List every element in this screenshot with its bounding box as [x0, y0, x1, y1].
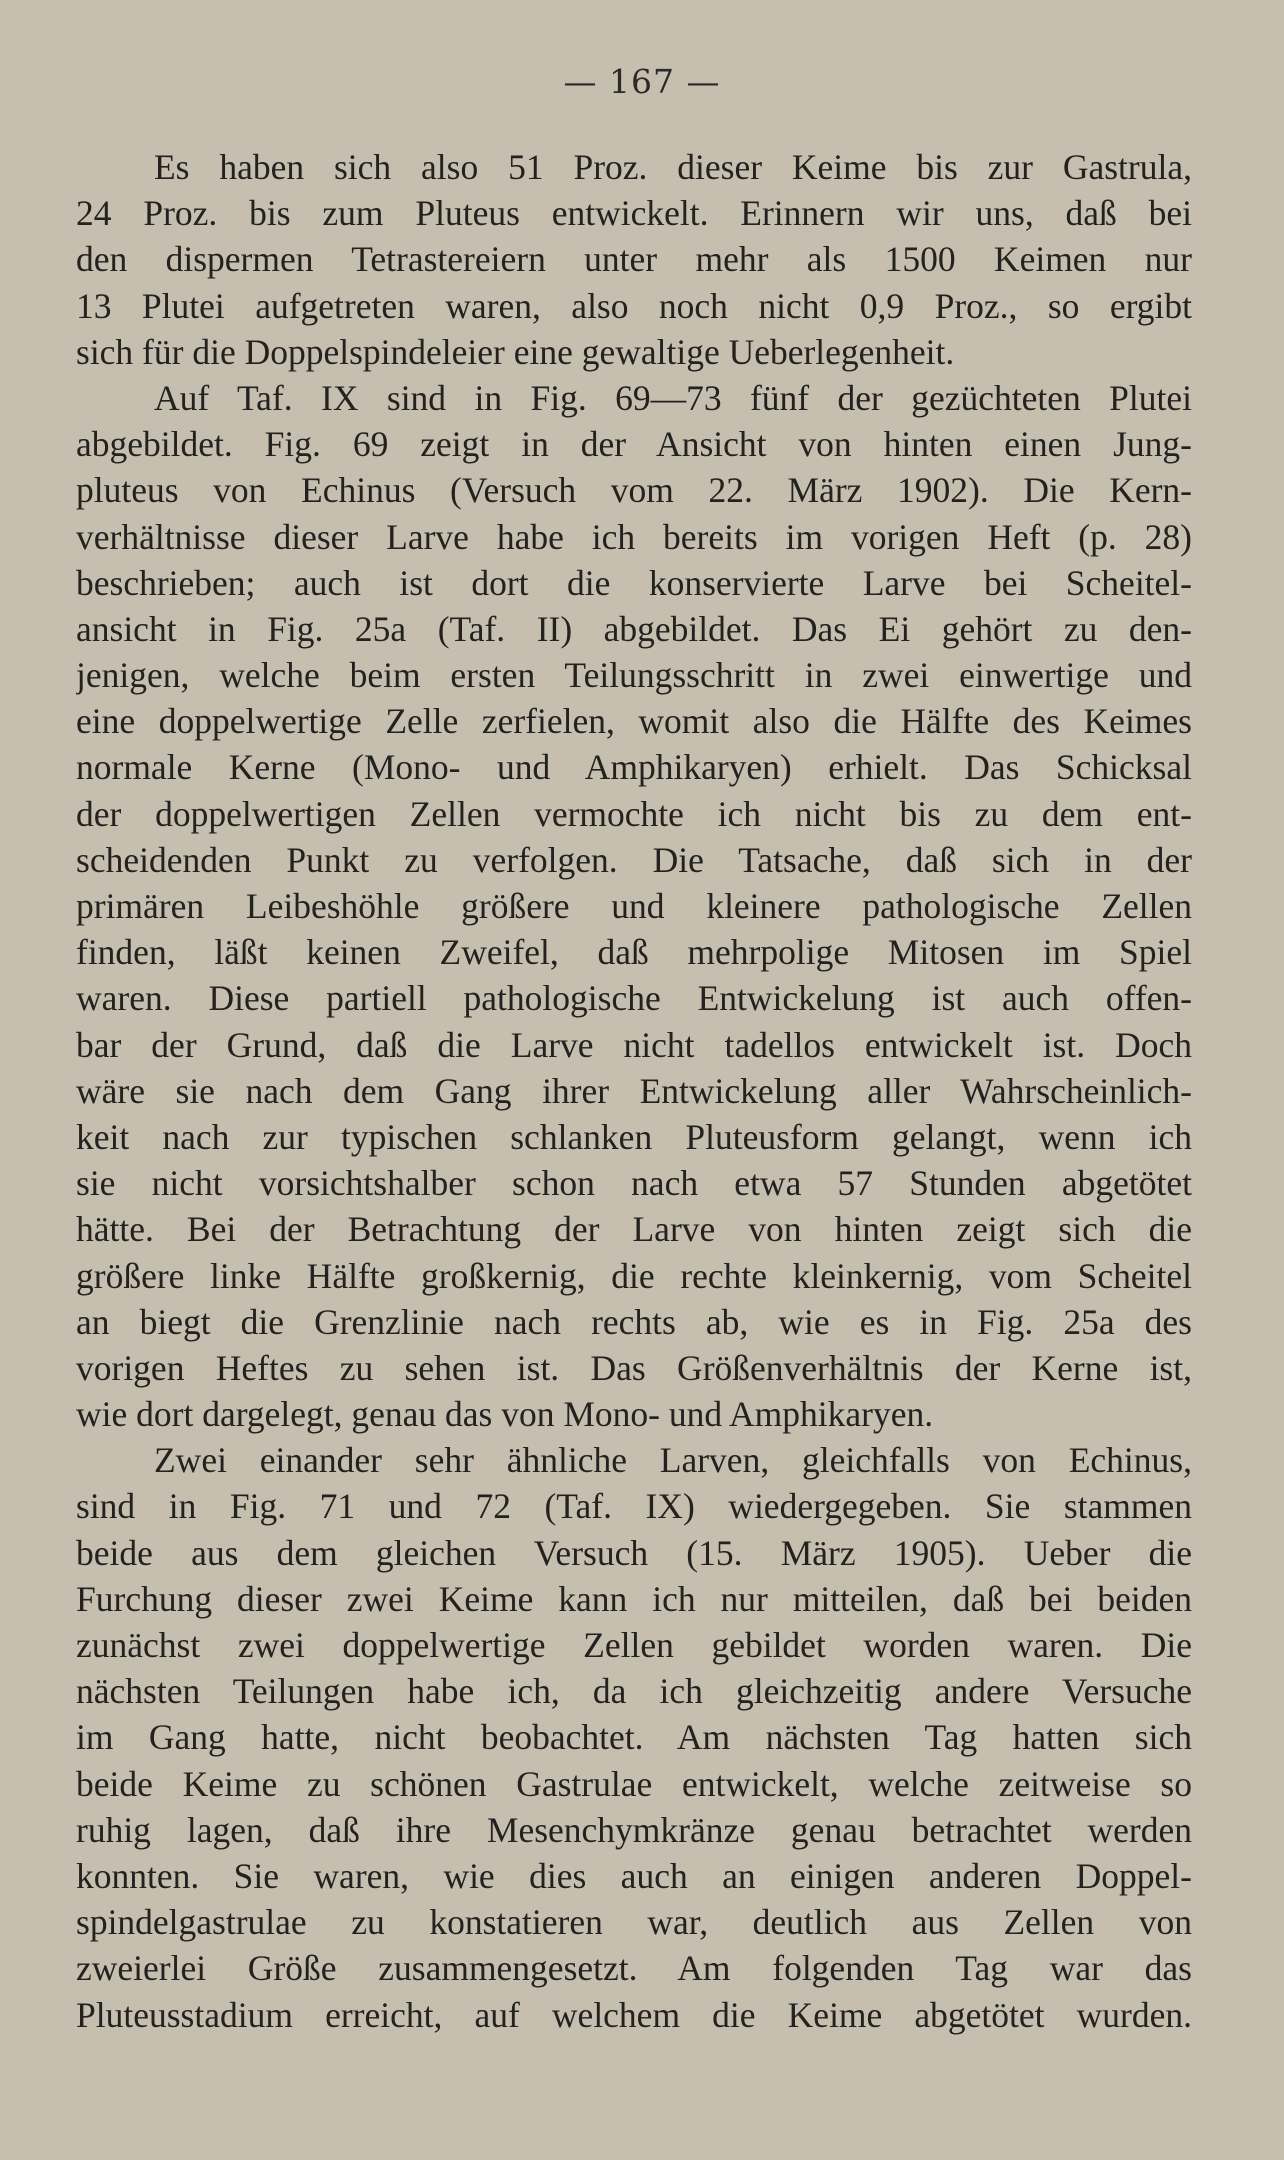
- text-line: waren. Diese partiell pathologische Entwickelung ist auch offen-: [76, 978, 1192, 1019]
- text-line: Es haben sich also 51 Proz. dieser Keime bis zur Gastrula,: [154, 147, 1192, 187]
- text-line: Auf Taf. IX sind in Fig. 69—73 fünf der gezüchteten Plutei: [154, 377, 1192, 418]
- text-line: ansicht in Fig. 25a (Taf. II) abgebildet. Das Ei gehört zu den-: [76, 608, 1192, 649]
- text-line: ruhig lagen, daß ihre Mesenchymkränze genau betrachtet werden: [76, 1809, 1192, 1850]
- text-line: keit nach zur typischen schlanken Pluteusform gelangt, wenn ich: [76, 1116, 1192, 1157]
- body-text: [76, 144, 1192, 2038]
- text-line: der doppelwertigen Zellen vermochte ich nicht bis zu dem ent-: [76, 793, 1192, 834]
- text-line: jenigen, welche beim ersten Teilungsschritt in zwei einwertige und: [76, 655, 1192, 696]
- text-line: spindelgastrulae zu konstatieren war, deutlich aus Zellen von: [76, 1902, 1192, 1943]
- text-line: verhältnisse dieser Larve habe ich bereits im vorigen Heft (p. 28): [76, 516, 1192, 557]
- text-line: im Gang hatte, nicht beobachtet. Am nächsten Tag hatten sich: [76, 1717, 1192, 1758]
- text-line: 24 Proz. bis zum Pluteus entwickelt. Erinnern wir uns, daß bei: [76, 193, 1192, 234]
- text-line: nächsten Teilungen habe ich, da ich gleichzeitig andere Versuche: [76, 1671, 1192, 1712]
- text-line: beide Keime zu schönen Gastrulae entwickelt, welche zeitweise so: [76, 1763, 1192, 1804]
- text-line: hätte. Bei der Betrachtung der Larve von hinten zeigt sich die: [76, 1209, 1192, 1250]
- text-line: abgebildet. Fig. 69 zeigt in der Ansicht von hinten einen Jung-: [76, 424, 1192, 465]
- text-line: scheidenden Punkt zu verfolgen. Die Tatsache, daß sich in der: [76, 839, 1192, 880]
- page-number: — 167 —: [563, 62, 721, 101]
- text-line: beschrieben; auch ist dort die konservierte Larve bei Scheitel-: [76, 562, 1192, 603]
- text-line: Zwei einander sehr ähnliche Larven, gleichfalls von Echinus,: [154, 1440, 1192, 1481]
- text-line: primären Leibeshöhle größere und kleinere pathologische Zellen: [76, 886, 1192, 926]
- text-line: beide aus dem gleichen Versuch (15. März 1905). Ueber die: [76, 1532, 1192, 1573]
- text-line: Pluteusstadium erreicht, auf welchem die Keime abgetötet wurden.: [76, 1994, 1192, 2035]
- text-line: 13 Plutei aufgetreten waren, also noch nicht 0,9 Proz., so ergibt: [76, 285, 1192, 326]
- text-line: sie nicht vorsichtshalber schon nach etwa 57 Stunden abgetötet: [76, 1163, 1192, 1204]
- text-line: konnten. Sie waren, wie dies auch an einigen anderen Doppel-: [76, 1855, 1192, 1896]
- text-line: den dispermen Tetrastereiern unter mehr als 1500 Keimen nur: [76, 239, 1192, 280]
- text-line: sind in Fig. 71 und 72 (Taf. IX) wiedergegeben. Sie stammen: [76, 1486, 1192, 1527]
- text-line: eine doppelwertige Zelle zerfielen, womit also die Hälfte des Keimes: [76, 701, 1192, 742]
- text-line: bar der Grund, daß die Larve nicht tadellos entwickelt ist. Doch: [76, 1024, 1192, 1065]
- text-line: sich für die Doppelspindeleier eine gewaltige Ueberlegenheit.: [76, 331, 955, 372]
- text-line: wäre sie nach dem Gang ihrer Entwickelung aller Wahrscheinlich-: [76, 1070, 1192, 1111]
- text-line: größere linke Hälfte großkernig, die rechte kleinkernig, vom Scheitel: [76, 1255, 1192, 1296]
- text-line: vorigen Heftes zu sehen ist. Das Größenverhältnis der Kerne ist,: [76, 1347, 1192, 1388]
- text-line: finden, läßt keinen Zweifel, daß mehrpolige Mitosen im Spiel: [76, 932, 1192, 973]
- text-line: an biegt die Grenzlinie nach rechts ab, wie es in Fig. 25a des: [76, 1301, 1192, 1342]
- text-line: wie dort dargelegt, genau das von Mono- und Amphikaryen.: [76, 1394, 934, 1435]
- text-line: Furchung dieser zwei Keime kann ich nur mitteilen, daß bei beiden: [76, 1578, 1192, 1619]
- text-line: pluteus von Echinus (Versuch vom 22. März 1902). Die Kern-: [76, 470, 1192, 511]
- text-line: normale Kerne (Mono- und Amphikaryen) erhielt. Das Schicksal: [76, 747, 1192, 788]
- text-line: zweierlei Größe zusammengesetzt. Am folgenden Tag war das: [76, 1948, 1192, 1989]
- text-line: zunächst zwei doppelwertige Zellen gebildet worden waren. Die: [76, 1625, 1192, 1665]
